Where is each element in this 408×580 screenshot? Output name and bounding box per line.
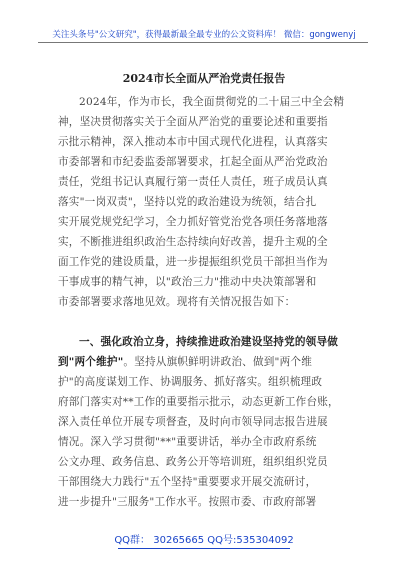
paragraph-line: 实，不断推进组织政治生态持续向好改善，提升主观的全 [58, 236, 328, 248]
paragraph-line: 责任，党组书记认真履行第一责任人责任，班子成员认真 [58, 176, 328, 188]
page-footer [0, 534, 408, 554]
paragraph-line: 护"的高度谋划工作、协调服务、抓好落实。组织梳理政 [58, 376, 323, 388]
paragraph-line: 市委部署和市纪委监委部署要求，扛起全面从严治党政治 [58, 156, 328, 168]
paragraph-intro [58, 92, 358, 312]
paragraph-line: 干事成事的精气神，以"政治三力"推动中央决策部署和 [58, 276, 317, 288]
paragraph-line: 深入责任单位开展专项督查，及时向市领导同志报告进展 [58, 416, 328, 428]
section-body-start: 。坚持从旗帜鲜明讲政治、做到"两个维 [123, 356, 312, 368]
paragraph-line: 实开展党规党纪学习，全力抓好管党治党各项任务落地落 [58, 216, 328, 228]
paragraph-line: 情况。深入学习贯彻"**"重要讲话，举办全市政府系统 [58, 436, 317, 448]
page-header [0, 0, 408, 58]
paragraph-line: 进一步提升"三服务"工作水平。按照市委、市政府部署 [58, 496, 317, 508]
document-title: 2024市长全面从严治党责任报告 [122, 72, 286, 85]
section-heading-tail: 到"两个维护" [58, 356, 124, 368]
paragraph-line: 干部围绕大力践行"五个坚持"重要要求开展交流研讨， [58, 476, 317, 488]
paragraph-line: 市委部署要求落地见效。现将有关情况报告如下： [58, 296, 296, 308]
paragraph-line: 神，坚决贯彻落实关于全面从严治党的重要论述和重要指 [58, 116, 328, 128]
paragraph-line: 示批示精神，深入推动本市中国式现代化进程，认真落实 [58, 136, 328, 148]
footer-underline [118, 548, 290, 549]
paragraph-line: 公文办理、政务信息、政务公开等培训班，组织组织党员 [58, 456, 328, 468]
section-heading-continued [58, 352, 358, 372]
paragraph-line: 2024年，作为市长，我全面贯彻党的二十届三中全会精 [79, 96, 345, 108]
header-promo-text: 关注头条号"公文研究"，获得最新最全最专业的公文资料库！ 微信：gongwenyj [52, 30, 356, 40]
section-1 [58, 332, 358, 532]
paragraph-line: 府部门落实对**工作的重要指示批示，动态更新工作台账， [58, 396, 339, 408]
paragraph-line [58, 512, 358, 532]
section-heading: 一、强化政治立身，持续推进政治建设坚持党的领导做 [79, 336, 339, 348]
paragraph-line: 面工作党的建设质量，进一步提振组织党员干部担当作为 [58, 256, 328, 268]
header-divider [38, 42, 368, 43]
footer-contact-text: QQ群： 30265665 QQ号:535304092 [114, 535, 294, 546]
paragraph-line: 落实"一岗双责"，坚持以党的政治建设为统领，结合扎 [58, 196, 317, 208]
